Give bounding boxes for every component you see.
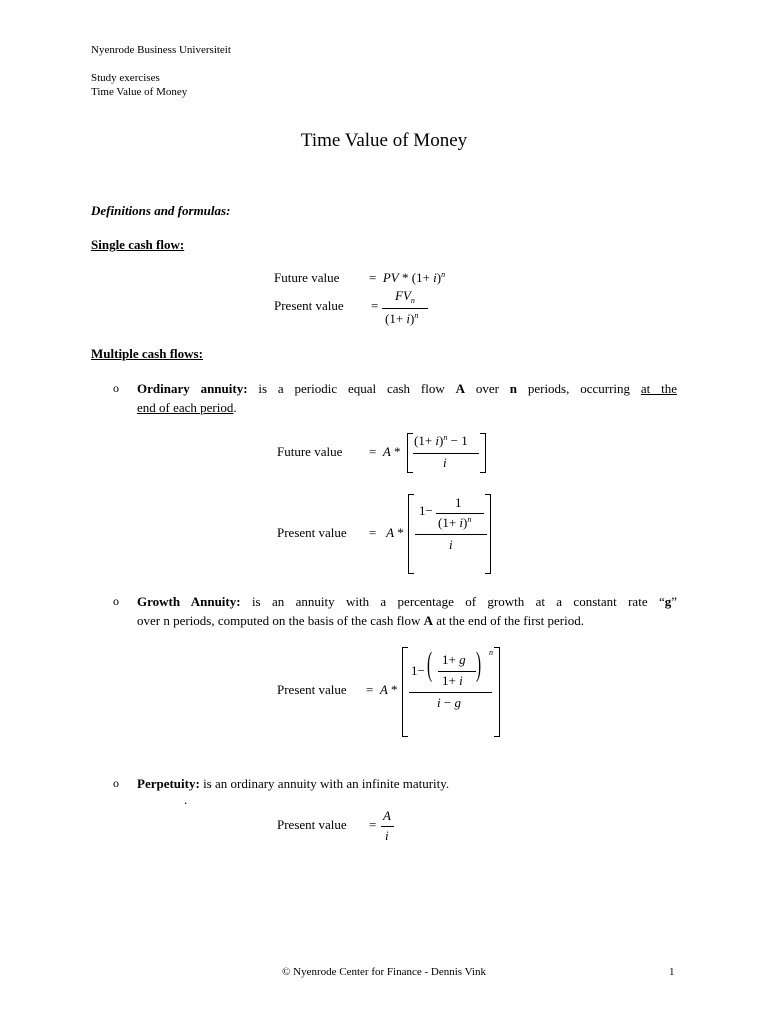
perpetuity-pv-denominator: i	[385, 828, 389, 843]
multiple-cash-flows-heading: Multiple cash flows:	[91, 346, 203, 361]
ordinary-pv-inner-den: $(1+ i)^n$	[438, 515, 472, 530]
perpetuity-pv-equals: =	[369, 817, 377, 832]
growth-bullet: o	[113, 594, 119, 608]
growth-pv-paren-right: )	[476, 646, 482, 683]
footer-copyright: © Nyenrode Center for Finance - Dennis Vink	[282, 966, 486, 978]
ordinary-bullet: o	[113, 381, 119, 395]
ordinary-term: Ordinary annuity:	[137, 381, 248, 396]
ordinary-annuity-line-1	[137, 379, 677, 398]
growth-A: A	[423, 613, 434, 628]
ordinary-A: A	[455, 381, 465, 396]
single-pv-numerator: $FV_n$	[395, 288, 415, 305]
ordinary-n: n	[509, 381, 517, 396]
perpetuity-text: is an ordinary annuity with an infinite maturity.	[199, 776, 450, 791]
header-line-2: Time Value of Money	[91, 86, 188, 98]
single-fv-label: Future value	[274, 270, 340, 285]
perpetuity-pv-label: Present value	[277, 817, 347, 832]
ordinary-pv-denominator: i	[449, 537, 453, 552]
single-fv-formula: = PV * $(1+ i)^n$	[369, 270, 446, 285]
growth-pv-denominator: i − g	[437, 695, 461, 710]
perpetuity-pv-fraction-bar	[381, 826, 394, 827]
growth-pv-fraction-bar	[409, 692, 492, 693]
growth-pv-bracket-left	[402, 647, 408, 737]
growth-line2-a: over n periods, computed on the basis of the cash flow	[137, 613, 424, 628]
ordinary-fv-numerator: $(1+ i)^n - 1$	[414, 433, 468, 448]
growth-pv-inner-den: 1+ i	[442, 673, 463, 688]
ordinary-pv-one: 1−	[419, 503, 433, 518]
page-number: 1	[669, 966, 675, 978]
single-pv-label: Present value	[274, 298, 344, 313]
perpetuity-line	[137, 774, 449, 793]
definitions-heading: Definitions and formulas:	[91, 203, 231, 218]
growth-term: Growth Annuity:	[137, 594, 241, 609]
perpetuity-bullet: o	[113, 776, 119, 790]
growth-annuity-line-1	[137, 592, 677, 611]
ordinary-pv-lhs: = A *	[369, 525, 404, 540]
ordinary-underline-2: end of each period	[137, 400, 234, 415]
ordinary-pv-inner-num: 1	[455, 495, 462, 510]
growth-pv-lhs: = A *	[366, 682, 398, 697]
perpetuity-term: Perpetuity:	[137, 776, 200, 791]
growth-text-a: is an annuity with a percentage of growth at a constant rate “	[240, 594, 665, 609]
ordinary-text-b: over	[464, 381, 510, 396]
ordinary-pv-label: Present value	[277, 525, 347, 540]
growth-pv-bracket-right	[494, 647, 500, 737]
ordinary-fv-bracket-right	[480, 433, 486, 473]
growth-annuity-line-2	[137, 611, 584, 630]
ordinary-fv-label: Future value	[277, 444, 343, 459]
ordinary-text-a: is a periodic equal cash flow	[247, 381, 456, 396]
header-line-1: Study exercises	[91, 72, 160, 84]
growth-text-b: ”	[671, 594, 677, 609]
growth-g: g	[664, 594, 672, 609]
ordinary-end: .	[233, 400, 237, 415]
page-title: Time Value of Money	[300, 130, 468, 151]
growth-pv-paren-left: (	[427, 646, 433, 683]
single-cash-flow-heading: Single cash flow:	[91, 237, 185, 252]
growth-pv-one: 1−	[411, 663, 425, 678]
ordinary-pv-fraction-bar	[415, 534, 487, 535]
ordinary-annuity-line-2	[137, 398, 237, 417]
single-pv-fraction-bar	[382, 308, 428, 309]
growth-pv-label: Present value	[277, 682, 347, 697]
ordinary-fv-denominator: i	[443, 455, 447, 470]
stray-dot: .	[184, 792, 188, 807]
ordinary-pv-bracket-right	[485, 494, 491, 574]
growth-pv-exponent: n	[489, 648, 493, 657]
ordinary-text-c: periods, occurring	[517, 381, 641, 396]
perpetuity-pv-numerator: A	[383, 808, 391, 823]
single-pv-denominator: $(1+ i)^n$	[385, 311, 419, 326]
ordinary-pv-inner-bar	[436, 513, 484, 514]
growth-line2-b: at the end of the first period.	[433, 613, 584, 628]
ordinary-pv-bracket-left	[408, 494, 414, 574]
single-pv-equals: =	[371, 298, 379, 313]
ordinary-fv-lhs: = A *	[369, 444, 401, 459]
ordinary-fv-fraction-bar	[413, 453, 479, 454]
growth-pv-inner-bar	[438, 671, 476, 672]
institution-name: Nyenrode Business Universiteit	[91, 44, 231, 56]
growth-pv-inner-num: 1+ g	[442, 652, 466, 667]
ordinary-underline-1: at the	[640, 381, 677, 396]
